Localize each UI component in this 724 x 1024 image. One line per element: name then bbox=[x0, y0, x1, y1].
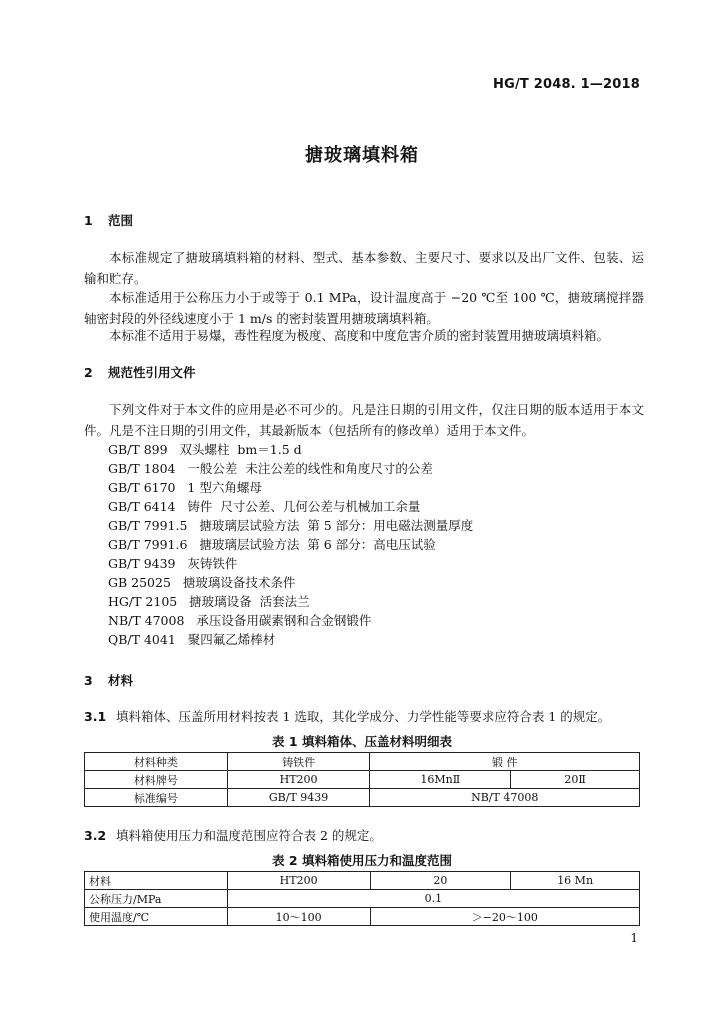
reference-item: QB/T 4041 聚四氟乙烯棒材 bbox=[108, 632, 276, 647]
clause-3-1 bbox=[84, 707, 610, 725]
table-row bbox=[85, 753, 640, 771]
section-1-paragraph-1: 本标准规定了搪玻璃填料箱的材料、型式、基本参数、主要尺寸、要求以及出厂文件、包装、运输和贮存。 bbox=[84, 250, 644, 286]
table-cell: 公称压力/MPa bbox=[85, 890, 228, 908]
table-1-caption: 表 1 填料箱体、压盖材料明细表 bbox=[272, 734, 452, 749]
page-number: 1 bbox=[630, 931, 638, 945]
table-cell: 锻 件 bbox=[370, 753, 640, 771]
table-cell: 10～100 bbox=[227, 908, 370, 926]
table-cell: 材料 bbox=[85, 872, 228, 890]
table-cell: 标准编号 bbox=[85, 789, 228, 807]
section-2-paragraph-1: 下列文件对于本文件的应用是必不可少的。凡是注日期的引用文件，仅注日期的版本适用于本文件。凡是不注日期的引用文件，其最新版本（包括所有的修改单）适用于本文件。 bbox=[84, 402, 644, 438]
reference-item: GB/T 6414 铸件 尺寸公差、几何公差与机械加工余量 bbox=[108, 499, 421, 514]
section-title: 材料 bbox=[108, 673, 134, 688]
reference-item: GB/T 1804 一般公差 未注公差的线性和角度尺寸的公差 bbox=[108, 461, 433, 476]
section-2-heading bbox=[84, 363, 196, 381]
table-cell: ＞−20～100 bbox=[370, 908, 639, 926]
reference-item: GB/T 899 双头螺柱 bm＝1.5 d bbox=[108, 442, 302, 457]
table-cell: 铸铁件 bbox=[227, 753, 370, 771]
reference-item: GB/T 7991.5 搪玻璃层试验方法 第 5 部分：用电磁法测量厚度 bbox=[108, 518, 474, 533]
table-cell: 16 Mn bbox=[511, 872, 640, 890]
clause-number: 3.1 bbox=[84, 709, 107, 724]
table-row bbox=[85, 872, 640, 890]
table-cell: 20 bbox=[370, 872, 511, 890]
table-cell: HT200 bbox=[227, 872, 370, 890]
table-cell: 材料牌号 bbox=[85, 771, 228, 789]
clause-3-2 bbox=[84, 826, 382, 844]
table-cell: 使用温度/℃ bbox=[85, 908, 228, 926]
section-number: 3 bbox=[84, 673, 93, 688]
section-number: 1 bbox=[84, 213, 93, 228]
table-2-caption: 表 2 填料箱使用压力和温度范围 bbox=[272, 853, 452, 868]
section-1-heading bbox=[84, 211, 133, 229]
reference-item: GB 25025 搪玻璃设备技术条件 bbox=[108, 575, 296, 590]
section-number: 2 bbox=[84, 365, 93, 380]
reference-item: NB/T 47008 承压设备用碳素钢和合金钢锻件 bbox=[108, 613, 372, 628]
section-1-paragraph-3: 本标准不适用于易爆，毒性程度为极度、高度和中度危害介质的密封装置用搪玻璃填料箱。 bbox=[109, 328, 610, 343]
table-cell: 0.1 bbox=[227, 890, 639, 908]
reference-item: GB/T 9439 灰铸铁件 bbox=[108, 556, 238, 571]
section-title: 规范性引用文件 bbox=[108, 365, 196, 380]
table-2 bbox=[84, 871, 640, 926]
table-row bbox=[85, 908, 640, 926]
table-cell: 16MnⅡ bbox=[370, 771, 511, 789]
clause-number: 3.2 bbox=[84, 828, 107, 843]
reference-item: GB/T 6170 1 型六角螺母 bbox=[108, 480, 262, 495]
reference-item: HG/T 2105 搪玻璃设备 活套法兰 bbox=[108, 594, 310, 609]
table-row bbox=[85, 771, 640, 789]
standard-code: HG/T 2048. 1—2018 bbox=[493, 77, 640, 92]
section-3-heading bbox=[84, 671, 133, 689]
table-1 bbox=[84, 752, 640, 807]
document-title: 搪玻璃填料箱 bbox=[305, 145, 419, 166]
table-cell: NB/T 47008 bbox=[370, 789, 640, 807]
table-row bbox=[85, 890, 640, 908]
table-cell: HT200 bbox=[227, 771, 370, 789]
table-cell: 材料种类 bbox=[85, 753, 228, 771]
table-cell: 20Ⅱ bbox=[511, 771, 640, 789]
clause-text: 填料箱使用压力和温度范围应符合表 2 的规定。 bbox=[116, 828, 382, 843]
table-cell: GB/T 9439 bbox=[227, 789, 370, 807]
clause-text: 填料箱体、压盖所用材料按表 1 选取，其化学成分、力学性能等要求应符合表 1 的规定。 bbox=[116, 709, 611, 724]
table-row bbox=[85, 789, 640, 807]
section-1-paragraph-2: 本标准适用于公称压力小于或等于 0.1 MPa，设计温度高于 −20 ℃至 100 ℃，搪玻璃搅拌器轴密封段的外径线速度小于 1 m/s 的密封装置用搪玻璃填料箱。 bbox=[84, 290, 644, 326]
reference-item: GB/T 7991.6 搪玻璃层试验方法 第 6 部分：高电压试验 bbox=[108, 537, 436, 552]
section-title: 范围 bbox=[108, 213, 134, 228]
